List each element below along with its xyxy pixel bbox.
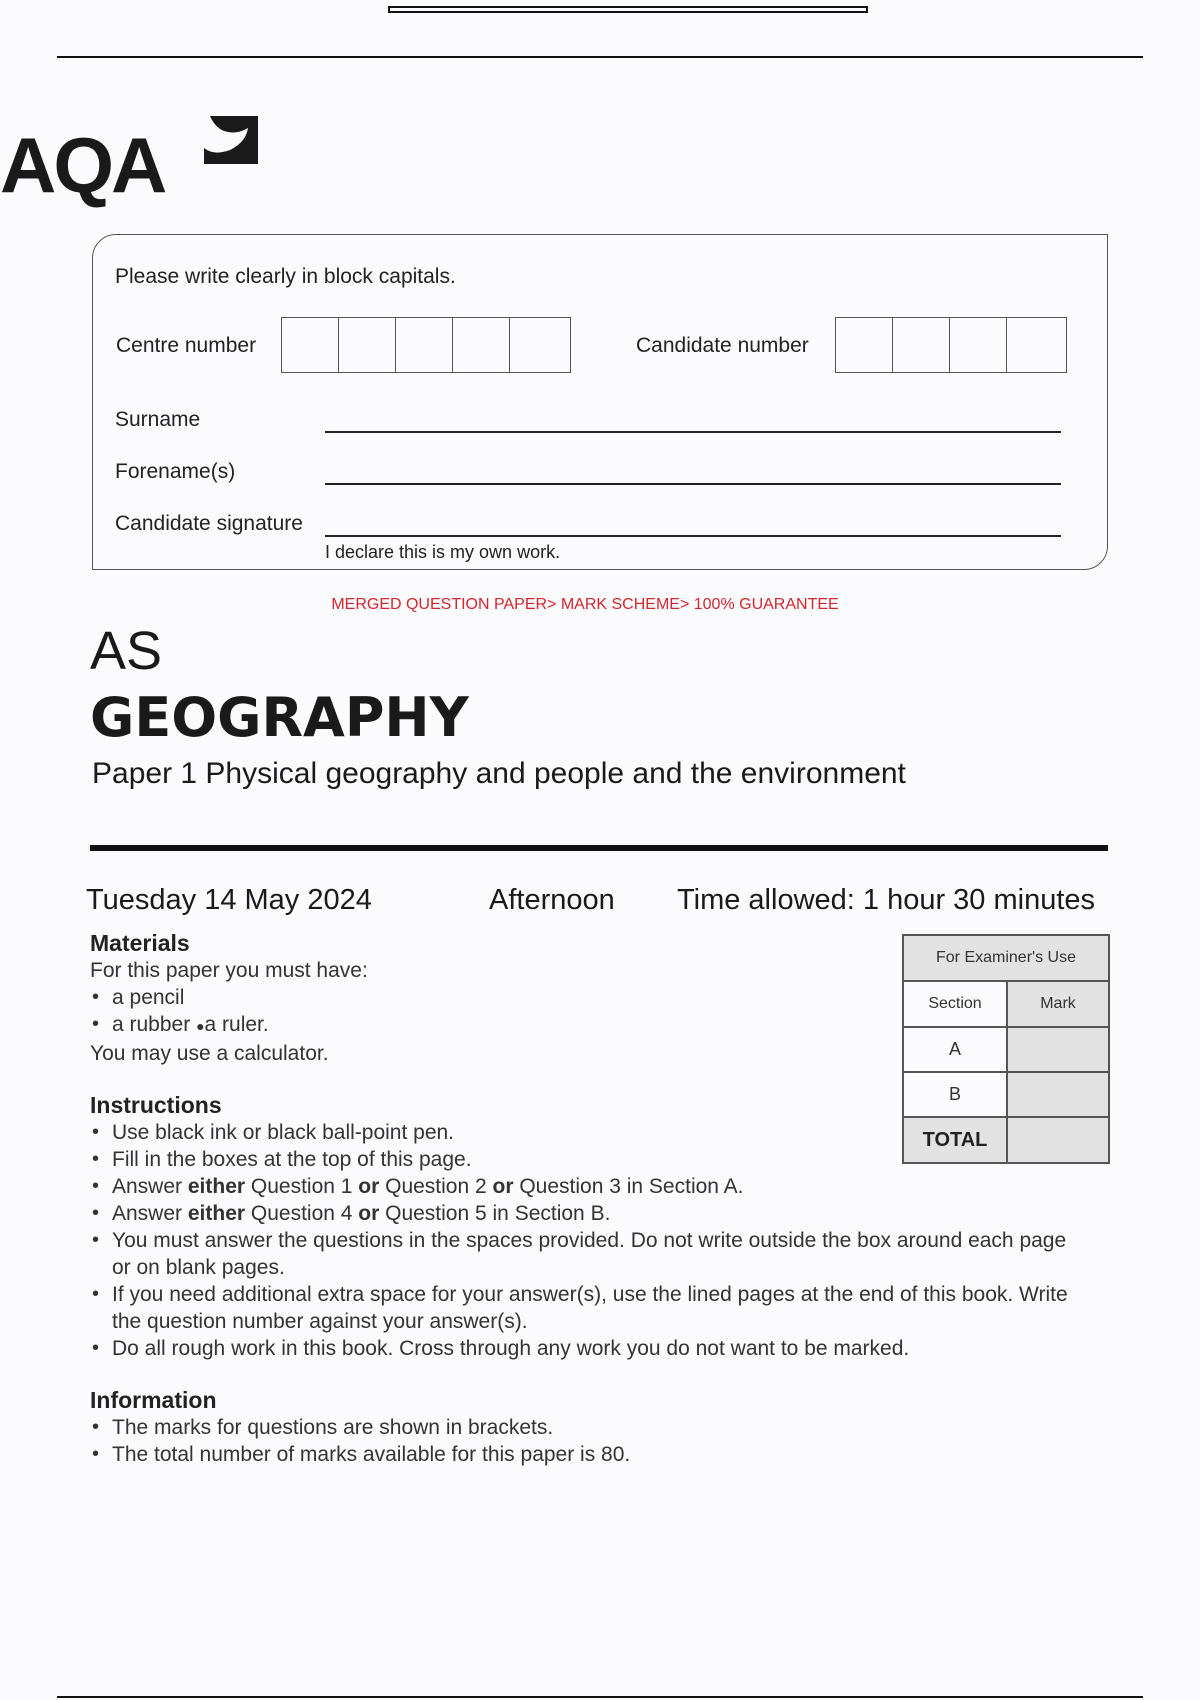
instruction-item: • Answer either Question 1 or Question 2 or Question 3 in Section A. (90, 1173, 1080, 1200)
materials-heading: Materials (90, 930, 190, 956)
examiner-use-table (902, 934, 1110, 1164)
exam-date: Tuesday 14 May 2024 (86, 884, 372, 916)
exam-session: Afternoon (489, 884, 615, 916)
subject-title: GEOGRAPHY (90, 686, 469, 749)
information-heading: Information (90, 1387, 217, 1413)
instruction-item: • Use black ink or black ball-point pen. (90, 1119, 1080, 1146)
materials-intro: For this paper you must have: (90, 959, 368, 982)
centre-number-digit[interactable] (453, 318, 510, 372)
section-a-label: A (903, 1027, 1007, 1072)
signature-label: Candidate signature (115, 512, 303, 535)
section-column-header: Section (903, 981, 1007, 1027)
surname-label: Surname (115, 408, 201, 431)
instruction-item: • Do all rough work in this book. Cross through any work you do not want to be marked. (90, 1335, 1080, 1362)
candidate-number-digit[interactable] (836, 318, 893, 372)
top-bar-box (388, 6, 868, 13)
instruction-item: • You must answer the questions in the spaces provided. Do not write outside the box around each page or on blank pages. (90, 1227, 1080, 1281)
instructions-heading: Instructions (90, 1092, 222, 1118)
candidate-number-digit[interactable] (1007, 318, 1064, 372)
candidate-number-boxes[interactable] (835, 317, 1067, 373)
own-work-declaration: I declare this is my own work. (325, 542, 561, 562)
surname-field[interactable] (325, 431, 1061, 433)
materials-section (90, 930, 850, 1067)
time-allowed: Time allowed: 1 hour 30 minutes (677, 884, 1096, 916)
information-section (90, 1387, 1080, 1468)
logo-mark-icon (200, 112, 262, 174)
logo-text: AQA (0, 121, 165, 209)
centre-number-digit[interactable] (510, 318, 567, 372)
centre-number-boxes[interactable] (281, 317, 571, 373)
total-mark-cell (1007, 1117, 1109, 1163)
aqa-logo (0, 112, 270, 212)
total-label: TOTAL (903, 1117, 1007, 1163)
materials-item: • a pencil (90, 984, 850, 1011)
centre-number-digit[interactable] (282, 318, 339, 372)
centre-number-digit[interactable] (396, 318, 453, 372)
candidate-number-digit[interactable] (950, 318, 1007, 372)
calculator-note: You may use a calculator. (90, 1042, 329, 1065)
mark-column-header: Mark (1007, 981, 1109, 1027)
qualification-level: AS (90, 621, 163, 681)
merged-paper-note: MERGED QUESTION PAPER> MARK SCHEME> 100% GUARANTEE (331, 596, 839, 613)
paper-title: Paper 1 Physical geography and people and the environment (92, 757, 906, 790)
instruction-item: • Answer either Question 4 or Question 5 in Section B. (90, 1200, 1080, 1227)
information-item: • The marks for questions are shown in brackets. (90, 1414, 1080, 1441)
section-a-mark-cell (1007, 1027, 1109, 1072)
candidate-number-digit[interactable] (893, 318, 950, 372)
section-b-label: B (903, 1072, 1007, 1117)
instruction-item: • If you need additional extra space for your answer(s), use the lined pages at the end of this book. Write the question number against your answer(s). (90, 1281, 1080, 1335)
centre-number-digit[interactable] (339, 318, 396, 372)
section-b-mark-cell (1007, 1072, 1109, 1117)
forenames-label: Forename(s) (115, 460, 236, 483)
top-rule (57, 56, 1143, 58)
materials-item: • a rubber ●a ruler. (90, 1011, 850, 1040)
candidate-number-label: Candidate number (636, 334, 809, 357)
forenames-field[interactable] (325, 483, 1061, 485)
examiner-table-title: For Examiner's Use (903, 935, 1109, 981)
block-capitals-instruction: Please write clearly in block capitals. (115, 265, 456, 288)
instruction-item: • Fill in the boxes at the top of this page. (90, 1146, 1080, 1173)
bottom-rule (57, 1696, 1143, 1698)
information-item: • The total number of marks available for this paper is 80. (90, 1441, 1080, 1468)
title-rule (90, 845, 1108, 851)
centre-number-label: Centre number (116, 334, 257, 357)
candidate-details-panel (92, 234, 1108, 570)
signature-field[interactable] (325, 535, 1061, 537)
